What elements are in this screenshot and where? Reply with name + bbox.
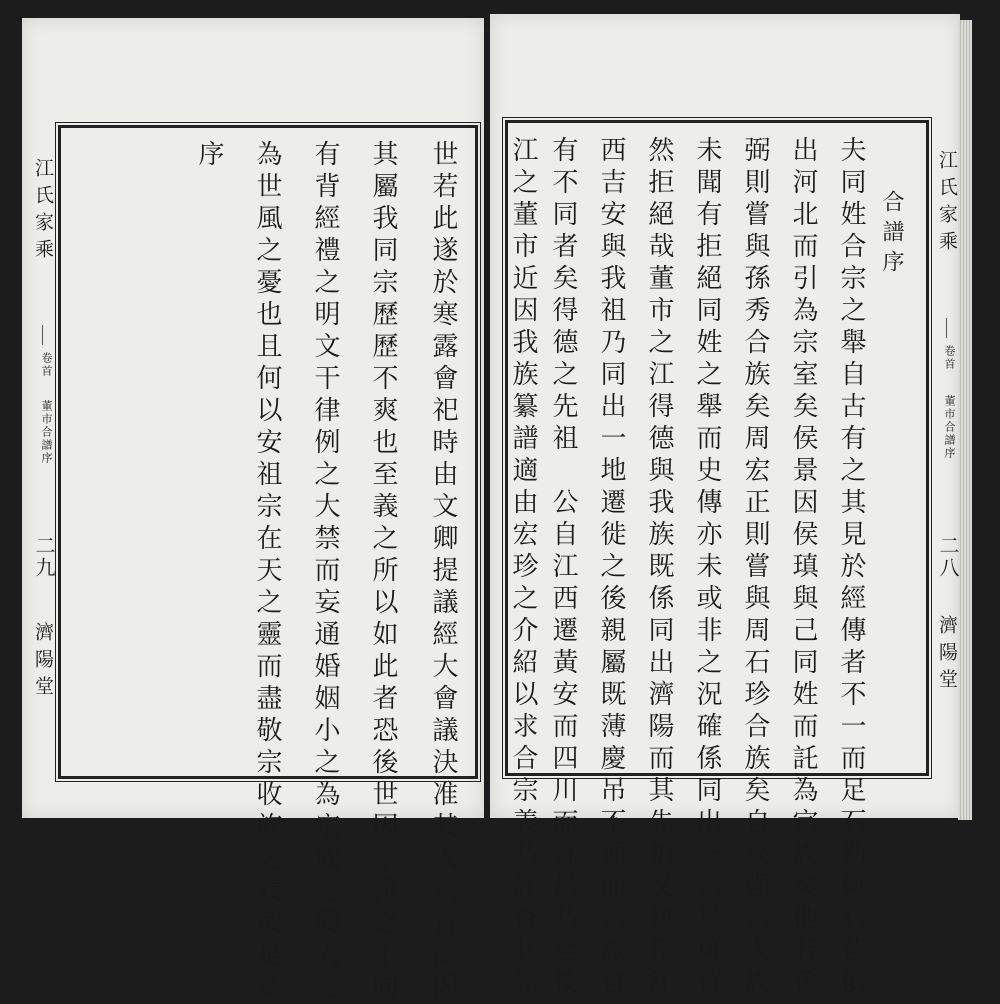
right-column-4: 未聞有拒絕同姓之舉而史傳亦未或非之況確係同出一宗烏可貿 <box>692 136 722 1000</box>
left-book-title: 江氏家乘 <box>32 158 54 266</box>
left-column-4: 為世風之憂也且何以安祖宗在天之靈而盡敬宗收族之義哉是為 <box>252 140 282 1004</box>
left-column-3: 有背經禮之明文干律例之大禁而妄通婚姻小之為宗族之變大之 <box>310 140 340 1004</box>
left-column-5: 序 <box>194 140 224 172</box>
left-column-1: 世若此遂於寒露會祀時由文卿提議經大會議決准其入宗合譜因 <box>428 140 458 1004</box>
left-column-2: 其屬我同宗歷歷不爽也至義之所以如此者恐後世因宗派之不同 <box>368 140 398 1004</box>
right-column-2: 出河北而引為宗室矣侯景因侯瑱與己同姓而託為宗族矣他若孫 <box>788 136 818 1000</box>
right-page-number: 二八 <box>936 535 960 579</box>
right-column-8: 江之董市近因我族纂譜適由宏珍之介紹以求合宗義乃詳查其先 <box>508 136 538 1000</box>
right-section-label: 董市合譜序 <box>943 395 956 460</box>
left-margin-rule <box>42 325 43 345</box>
preface-heading: 合譜序 <box>879 190 904 280</box>
right-column-6: 西吉安與我祖乃同出一地遷徙之後親屬既薄慶吊不通而宗派自 <box>596 136 626 1000</box>
left-page-number: 二九 <box>32 535 56 579</box>
right-book-title: 江氏家乘 <box>936 150 958 258</box>
right-hall-name: 濟陽堂 <box>936 615 958 696</box>
page-edges <box>958 20 972 820</box>
right-column-1: 夫同姓合宗之舉自古有之其見於經傳者不一而足石勒與石苞俱 <box>836 136 866 1000</box>
right-margin-rule <box>946 318 947 338</box>
right-column-3: 弼則嘗與孫秀合族矣周宏正則嘗與周石珍合族矣自來强宗大族 <box>740 136 770 1000</box>
right-column-7: 有不同者矣得德之先祖 公自江西遷黃安而四川而宜昌乃至枝 <box>548 136 578 1000</box>
left-section-label: 董市合譜序 <box>40 400 53 465</box>
left-hall-name: 濟陽堂 <box>32 622 54 703</box>
left-volume-label: 卷首 <box>40 352 53 378</box>
right-column-5: 然拒絕哉董市之江得德與我族既係同出濟陽而其先祖又建籍江 <box>644 136 674 1000</box>
right-volume-label: 卷首 <box>943 345 956 371</box>
